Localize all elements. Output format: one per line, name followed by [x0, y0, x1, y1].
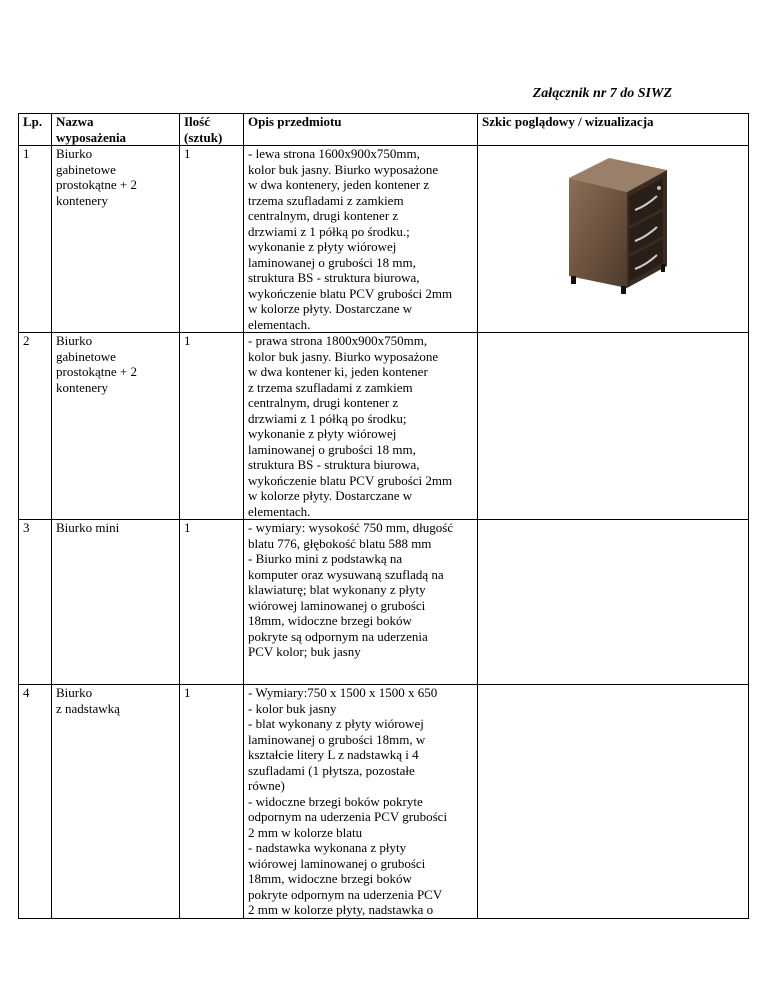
row-lp: 4: [19, 685, 52, 919]
row-lp: 2: [19, 333, 52, 520]
drawer-cabinet-image: [551, 148, 671, 298]
row-lp: 1: [19, 146, 52, 333]
row-description: - wymiary: wysokość 750 mm, długość blatu 776, głębokość blatu 588 mm - Biurko mini z podstawką na komputer oraz wysuwaną szufladą na klawiaturę; blat wykonany z płyty wiórowej laminowanej o grubości 18mm, widoczne brzegi boków pokryte są odpornym na uderzenia PCV kolor; buk jasny: [244, 520, 478, 685]
row-sketch: [478, 520, 749, 685]
row-description: - Wymiary:750 x 1500 x 1500 x 650 - kolor buk jasny - blat wykonany z płyty wiórowej laminowanej o grubości 18mm, w kształcie litery L z nadstawką i 4 szufladami (1 płytsza, pozostałe równe) - widoczne brzegi boków pokryte odpornym na uderzenia PCV grubości 2 mm w kolorze blatu - nadstawka wykonana z płyty wiórowej laminowanej o grubości 18mm, widoczne brzegi boków pokryte odpornym na uderzenia PCV 2 mm w kolorze płyty, nadstawka o: [244, 685, 478, 919]
row-name: Biurko z nadstawką: [52, 685, 180, 919]
row-lp: 3: [19, 520, 52, 685]
row-sketch: [478, 333, 749, 520]
table-row: [19, 520, 749, 685]
row-sketch: [478, 685, 749, 919]
header-description: Opis przedmiotu: [244, 114, 478, 146]
row-name: Biurko gabinetowe prostokątne + 2 kontenery: [52, 146, 180, 333]
row-qty: 1: [180, 333, 244, 520]
row-qty: 1: [180, 146, 244, 333]
row-qty: 1: [180, 685, 244, 919]
row-name: Biurko mini: [52, 520, 180, 685]
table-row: [19, 333, 749, 520]
table-row: [19, 146, 749, 333]
header-lp: Lp.: [19, 114, 52, 146]
row-description: - lewa strona 1600x900x750mm, kolor buk jasny. Biurko wyposażone w dwa kontenery, jeden kontener z trzema szufladami z zamkiem centralnym, drugi kontener z drzwiami z 1 półką po środku.; wykonanie z płyty wiórowej laminowanej o grubości 18 mm, struktura BS - struktura biurowa, wykończenie blatu PCV grubości 2mm w kolorze płyty. Dostarczane w elementach.: [244, 146, 478, 333]
row-description: - prawa strona 1800x900x750mm, kolor buk jasny. Biurko wyposażone w dwa kontener ki, jeden kontener z trzema szufladami z zamkiem centralnym, drugi kontener z drzwiami z 1 półką po środku; wykonanie z płyty wiórowej laminowanej o grubości 18 mm, struktura BS - struktura biurowa, wykończenie blatu PCV grubości 2mm w kolorze płyty. Dostarczane w elementach.: [244, 333, 478, 520]
table-header-row: [19, 114, 749, 146]
table-row: [19, 685, 749, 919]
row-name: Biurko gabinetowe prostokątne + 2 kontenery: [52, 333, 180, 520]
header-name: Nazwa wyposażenia: [52, 114, 180, 146]
header-qty: Ilość (sztuk): [180, 114, 244, 146]
annex-label: Załącznik nr 7 do SIWZ: [532, 86, 672, 101]
row-sketch: [478, 146, 749, 333]
specification-table: [18, 113, 749, 919]
row-qty: 1: [180, 520, 244, 685]
header-sketch: Szkic poglądowy / wizualizacja: [478, 114, 749, 146]
